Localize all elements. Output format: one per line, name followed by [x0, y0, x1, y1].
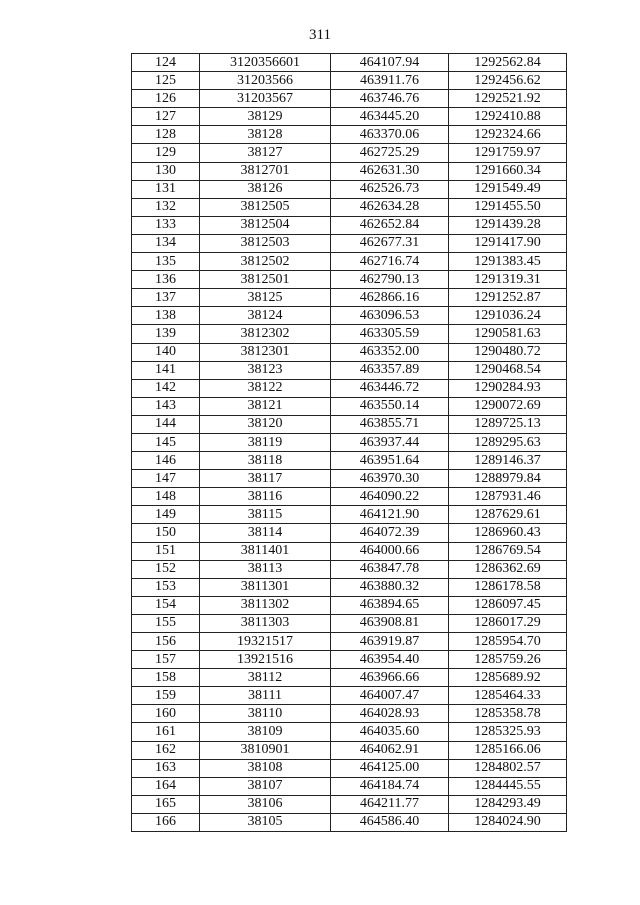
x-coordinate-cell: 462634.28 — [331, 198, 449, 216]
point-id-cell: 3812505 — [200, 198, 331, 216]
row-number-cell: 166 — [132, 813, 200, 831]
table-row — [132, 687, 567, 705]
row-number-cell: 125 — [132, 72, 200, 90]
table-row — [132, 253, 567, 271]
y-coordinate-cell: 1285325.93 — [449, 723, 567, 741]
table-row — [132, 289, 567, 307]
point-id-cell: 3811302 — [200, 596, 331, 614]
point-id-cell: 3812504 — [200, 216, 331, 234]
y-coordinate-cell: 1290581.63 — [449, 325, 567, 343]
x-coordinate-cell: 462526.73 — [331, 180, 449, 198]
table-row — [132, 307, 567, 325]
y-coordinate-cell: 1287629.61 — [449, 506, 567, 524]
y-coordinate-cell: 1291319.31 — [449, 271, 567, 289]
y-coordinate-cell: 1286178.58 — [449, 578, 567, 596]
table-row — [132, 198, 567, 216]
point-id-cell: 3811401 — [200, 542, 331, 560]
table-row — [132, 560, 567, 578]
table-row — [132, 614, 567, 632]
row-number-cell: 134 — [132, 234, 200, 252]
row-number-cell: 165 — [132, 795, 200, 813]
table-row — [132, 506, 567, 524]
table-row — [132, 216, 567, 234]
table-row — [132, 633, 567, 651]
row-number-cell: 155 — [132, 614, 200, 632]
y-coordinate-cell: 1286097.45 — [449, 596, 567, 614]
point-id-cell: 38115 — [200, 506, 331, 524]
row-number-cell: 138 — [132, 307, 200, 325]
y-coordinate-cell: 1284293.49 — [449, 795, 567, 813]
point-id-cell: 3811301 — [200, 578, 331, 596]
point-id-cell: 38113 — [200, 560, 331, 578]
table-row — [132, 54, 567, 72]
point-id-cell: 38124 — [200, 307, 331, 325]
x-coordinate-cell: 463919.87 — [331, 633, 449, 651]
y-coordinate-cell: 1292410.88 — [449, 108, 567, 126]
row-number-cell: 131 — [132, 180, 200, 198]
point-id-cell: 3812503 — [200, 234, 331, 252]
table-row — [132, 777, 567, 795]
row-number-cell: 136 — [132, 271, 200, 289]
table-row — [132, 126, 567, 144]
row-number-cell: 162 — [132, 741, 200, 759]
y-coordinate-cell: 1285358.78 — [449, 705, 567, 723]
table-row — [132, 234, 567, 252]
y-coordinate-cell: 1290284.93 — [449, 379, 567, 397]
point-id-cell: 38105 — [200, 813, 331, 831]
row-number-cell: 129 — [132, 144, 200, 162]
table-row — [132, 343, 567, 361]
point-id-cell: 3812501 — [200, 271, 331, 289]
x-coordinate-cell: 463937.44 — [331, 433, 449, 451]
y-coordinate-cell: 1289725.13 — [449, 415, 567, 433]
row-number-cell: 160 — [132, 705, 200, 723]
point-id-cell: 38116 — [200, 488, 331, 506]
row-number-cell: 148 — [132, 488, 200, 506]
row-number-cell: 127 — [132, 108, 200, 126]
point-id-cell: 38129 — [200, 108, 331, 126]
row-number-cell: 157 — [132, 651, 200, 669]
point-id-cell: 38121 — [200, 397, 331, 415]
y-coordinate-cell: 1284802.57 — [449, 759, 567, 777]
table-row — [132, 705, 567, 723]
y-coordinate-cell: 1291383.45 — [449, 253, 567, 271]
row-number-cell: 146 — [132, 452, 200, 470]
point-id-cell: 38125 — [200, 289, 331, 307]
table-row — [132, 180, 567, 198]
coordinates-table-body — [132, 54, 567, 832]
y-coordinate-cell: 1284445.55 — [449, 777, 567, 795]
x-coordinate-cell: 463305.59 — [331, 325, 449, 343]
y-coordinate-cell: 1289146.37 — [449, 452, 567, 470]
x-coordinate-cell: 463847.78 — [331, 560, 449, 578]
point-id-cell: 38119 — [200, 433, 331, 451]
row-number-cell: 143 — [132, 397, 200, 415]
x-coordinate-cell: 463445.20 — [331, 108, 449, 126]
y-coordinate-cell: 1285689.92 — [449, 669, 567, 687]
x-coordinate-cell: 462866.16 — [331, 289, 449, 307]
y-coordinate-cell: 1285954.70 — [449, 633, 567, 651]
row-number-cell: 133 — [132, 216, 200, 234]
point-id-cell: 38120 — [200, 415, 331, 433]
row-number-cell: 158 — [132, 669, 200, 687]
x-coordinate-cell: 463550.14 — [331, 397, 449, 415]
y-coordinate-cell: 1291036.24 — [449, 307, 567, 325]
row-number-cell: 153 — [132, 578, 200, 596]
row-number-cell: 161 — [132, 723, 200, 741]
y-coordinate-cell: 1285759.26 — [449, 651, 567, 669]
table-row — [132, 361, 567, 379]
y-coordinate-cell: 1292521.92 — [449, 90, 567, 108]
y-coordinate-cell: 1286769.54 — [449, 542, 567, 560]
table-row — [132, 72, 567, 90]
x-coordinate-cell: 464035.60 — [331, 723, 449, 741]
x-coordinate-cell: 462790.13 — [331, 271, 449, 289]
x-coordinate-cell: 464107.94 — [331, 54, 449, 72]
x-coordinate-cell: 464072.39 — [331, 524, 449, 542]
point-id-cell: 38110 — [200, 705, 331, 723]
point-id-cell: 3812301 — [200, 343, 331, 361]
y-coordinate-cell: 1291417.90 — [449, 234, 567, 252]
x-coordinate-cell: 462677.31 — [331, 234, 449, 252]
point-id-cell: 3120356601 — [200, 54, 331, 72]
page-number: 311 — [309, 27, 331, 43]
y-coordinate-cell: 1285464.33 — [449, 687, 567, 705]
x-coordinate-cell: 463096.53 — [331, 307, 449, 325]
y-coordinate-cell: 1292324.66 — [449, 126, 567, 144]
table-row — [132, 144, 567, 162]
row-number-cell: 130 — [132, 162, 200, 180]
y-coordinate-cell: 1286362.69 — [449, 560, 567, 578]
y-coordinate-cell: 1291252.87 — [449, 289, 567, 307]
x-coordinate-cell: 463911.76 — [331, 72, 449, 90]
y-coordinate-cell: 1291549.49 — [449, 180, 567, 198]
x-coordinate-cell: 463951.64 — [331, 452, 449, 470]
x-coordinate-cell: 462725.29 — [331, 144, 449, 162]
point-id-cell: 38111 — [200, 687, 331, 705]
row-number-cell: 150 — [132, 524, 200, 542]
row-number-cell: 151 — [132, 542, 200, 560]
point-id-cell: 38118 — [200, 452, 331, 470]
point-id-cell: 38109 — [200, 723, 331, 741]
row-number-cell: 147 — [132, 470, 200, 488]
point-id-cell: 3812701 — [200, 162, 331, 180]
y-coordinate-cell: 1291439.28 — [449, 216, 567, 234]
table-row — [132, 90, 567, 108]
x-coordinate-cell: 463446.72 — [331, 379, 449, 397]
coordinates-table — [131, 53, 567, 832]
point-id-cell: 3810901 — [200, 741, 331, 759]
row-number-cell: 163 — [132, 759, 200, 777]
x-coordinate-cell: 463954.40 — [331, 651, 449, 669]
table-row — [132, 271, 567, 289]
row-number-cell: 144 — [132, 415, 200, 433]
table-row — [132, 325, 567, 343]
table-row — [132, 162, 567, 180]
row-number-cell: 159 — [132, 687, 200, 705]
point-id-cell: 13921516 — [200, 651, 331, 669]
y-coordinate-cell: 1290468.54 — [449, 361, 567, 379]
x-coordinate-cell: 464028.93 — [331, 705, 449, 723]
point-id-cell: 38108 — [200, 759, 331, 777]
table-row — [132, 542, 567, 560]
point-id-cell: 38126 — [200, 180, 331, 198]
point-id-cell: 38114 — [200, 524, 331, 542]
table-row — [132, 813, 567, 831]
point-id-cell: 38106 — [200, 795, 331, 813]
table-row — [132, 759, 567, 777]
table-row — [132, 578, 567, 596]
x-coordinate-cell: 462716.74 — [331, 253, 449, 271]
point-id-cell: 19321517 — [200, 633, 331, 651]
row-number-cell: 128 — [132, 126, 200, 144]
row-number-cell: 149 — [132, 506, 200, 524]
point-id-cell: 31203567 — [200, 90, 331, 108]
row-number-cell: 140 — [132, 343, 200, 361]
point-id-cell: 3812502 — [200, 253, 331, 271]
point-id-cell: 3812302 — [200, 325, 331, 343]
row-number-cell: 145 — [132, 433, 200, 451]
point-id-cell: 38107 — [200, 777, 331, 795]
x-coordinate-cell: 463966.66 — [331, 669, 449, 687]
x-coordinate-cell: 463352.00 — [331, 343, 449, 361]
x-coordinate-cell: 463880.32 — [331, 578, 449, 596]
table-row — [132, 488, 567, 506]
row-number-cell: 135 — [132, 253, 200, 271]
x-coordinate-cell: 464184.74 — [331, 777, 449, 795]
x-coordinate-cell: 463370.06 — [331, 126, 449, 144]
x-coordinate-cell: 463894.65 — [331, 596, 449, 614]
point-id-cell: 38117 — [200, 470, 331, 488]
y-coordinate-cell: 1289295.63 — [449, 433, 567, 451]
y-coordinate-cell: 1291660.34 — [449, 162, 567, 180]
y-coordinate-cell: 1291455.50 — [449, 198, 567, 216]
point-id-cell: 31203566 — [200, 72, 331, 90]
row-number-cell: 124 — [132, 54, 200, 72]
x-coordinate-cell: 463357.89 — [331, 361, 449, 379]
y-coordinate-cell: 1286960.43 — [449, 524, 567, 542]
x-coordinate-cell: 464062.91 — [331, 741, 449, 759]
y-coordinate-cell: 1292456.62 — [449, 72, 567, 90]
point-id-cell: 38127 — [200, 144, 331, 162]
table-row — [132, 669, 567, 687]
table-row — [132, 379, 567, 397]
x-coordinate-cell: 463908.81 — [331, 614, 449, 632]
y-coordinate-cell: 1290072.69 — [449, 397, 567, 415]
x-coordinate-cell: 464007.47 — [331, 687, 449, 705]
x-coordinate-cell: 463746.76 — [331, 90, 449, 108]
y-coordinate-cell: 1288979.84 — [449, 470, 567, 488]
x-coordinate-cell: 462631.30 — [331, 162, 449, 180]
row-number-cell: 126 — [132, 90, 200, 108]
table-row — [132, 433, 567, 451]
row-number-cell: 132 — [132, 198, 200, 216]
table-row — [132, 723, 567, 741]
x-coordinate-cell: 463855.71 — [331, 415, 449, 433]
table-row — [132, 470, 567, 488]
point-id-cell: 38122 — [200, 379, 331, 397]
row-number-cell: 139 — [132, 325, 200, 343]
x-coordinate-cell: 464211.77 — [331, 795, 449, 813]
row-number-cell: 142 — [132, 379, 200, 397]
y-coordinate-cell: 1291759.97 — [449, 144, 567, 162]
x-coordinate-cell: 464586.40 — [331, 813, 449, 831]
point-id-cell: 3811303 — [200, 614, 331, 632]
y-coordinate-cell: 1286017.29 — [449, 614, 567, 632]
x-coordinate-cell: 462652.84 — [331, 216, 449, 234]
table-row — [132, 108, 567, 126]
x-coordinate-cell: 464000.66 — [331, 542, 449, 560]
y-coordinate-cell: 1290480.72 — [449, 343, 567, 361]
table-row — [132, 397, 567, 415]
y-coordinate-cell: 1284024.90 — [449, 813, 567, 831]
point-id-cell: 38128 — [200, 126, 331, 144]
point-id-cell: 38112 — [200, 669, 331, 687]
x-coordinate-cell: 463970.30 — [331, 470, 449, 488]
point-id-cell: 38123 — [200, 361, 331, 379]
row-number-cell: 154 — [132, 596, 200, 614]
table-row — [132, 415, 567, 433]
y-coordinate-cell: 1292562.84 — [449, 54, 567, 72]
row-number-cell: 164 — [132, 777, 200, 795]
table-row — [132, 741, 567, 759]
row-number-cell: 156 — [132, 633, 200, 651]
y-coordinate-cell: 1285166.06 — [449, 741, 567, 759]
table-row — [132, 452, 567, 470]
table-row — [132, 524, 567, 542]
row-number-cell: 141 — [132, 361, 200, 379]
table-row — [132, 795, 567, 813]
x-coordinate-cell: 464121.90 — [331, 506, 449, 524]
x-coordinate-cell: 464090.22 — [331, 488, 449, 506]
row-number-cell: 152 — [132, 560, 200, 578]
y-coordinate-cell: 1287931.46 — [449, 488, 567, 506]
row-number-cell: 137 — [132, 289, 200, 307]
x-coordinate-cell: 464125.00 — [331, 759, 449, 777]
table-row — [132, 651, 567, 669]
table-row — [132, 596, 567, 614]
